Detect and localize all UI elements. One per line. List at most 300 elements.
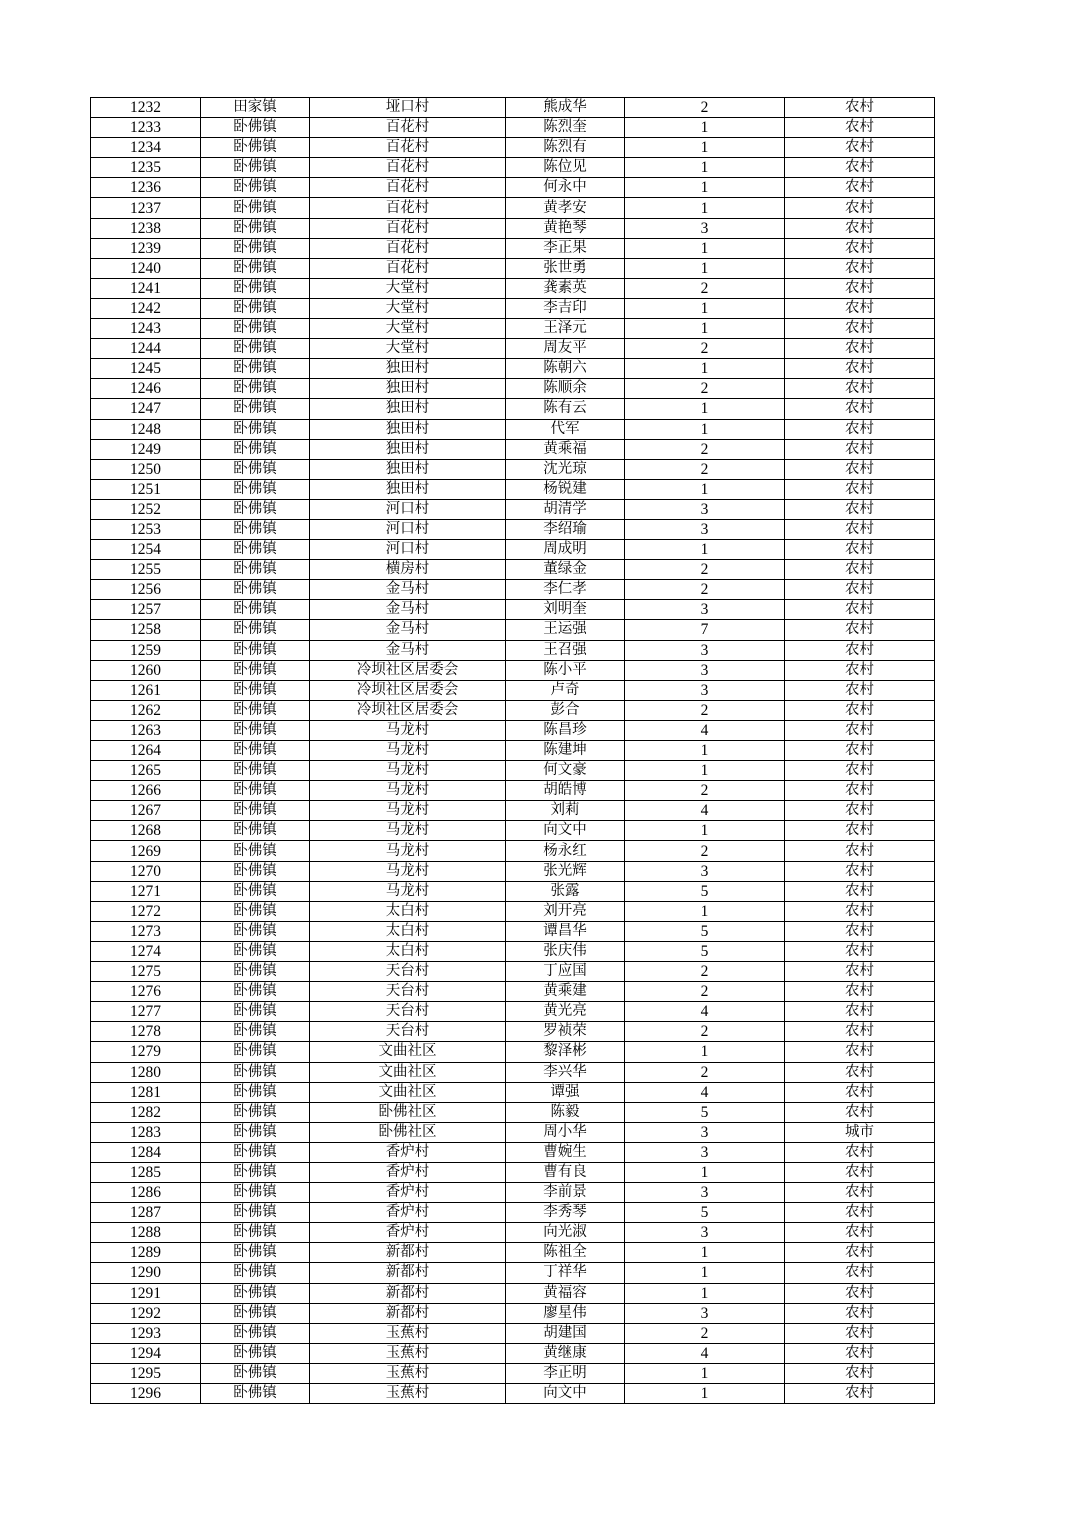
table-row bbox=[91, 158, 935, 178]
count-cell: 3 bbox=[625, 680, 785, 700]
village-cell: 马龙村 bbox=[310, 841, 506, 861]
town-cell: 卧佛镇 bbox=[201, 499, 310, 519]
town-cell: 卧佛镇 bbox=[201, 1042, 310, 1062]
town-cell: 卧佛镇 bbox=[201, 620, 310, 640]
village-cell: 香炉村 bbox=[310, 1183, 506, 1203]
type-cell: 农村 bbox=[785, 258, 935, 278]
row-number-cell: 1258 bbox=[91, 620, 201, 640]
name-cell: 李兴华 bbox=[506, 1062, 625, 1082]
type-cell: 农村 bbox=[785, 660, 935, 680]
count-cell: 2 bbox=[625, 700, 785, 720]
table-row bbox=[91, 841, 935, 861]
name-cell: 李仁孝 bbox=[506, 580, 625, 600]
name-cell: 胡建国 bbox=[506, 1323, 625, 1343]
name-cell: 陈小平 bbox=[506, 660, 625, 680]
table-row bbox=[91, 881, 935, 901]
town-cell: 卧佛镇 bbox=[201, 600, 310, 620]
table-row bbox=[91, 1062, 935, 1082]
row-number-cell: 1271 bbox=[91, 881, 201, 901]
village-cell: 百花村 bbox=[310, 178, 506, 198]
table-body bbox=[91, 98, 935, 1404]
table-row bbox=[91, 1203, 935, 1223]
town-cell: 卧佛镇 bbox=[201, 1363, 310, 1383]
type-cell: 农村 bbox=[785, 982, 935, 1002]
table-row bbox=[91, 1283, 935, 1303]
count-cell: 3 bbox=[625, 218, 785, 238]
row-number-cell: 1244 bbox=[91, 339, 201, 359]
town-cell: 卧佛镇 bbox=[201, 439, 310, 459]
type-cell: 农村 bbox=[785, 1183, 935, 1203]
town-cell: 卧佛镇 bbox=[201, 1122, 310, 1142]
type-cell: 农村 bbox=[785, 941, 935, 961]
table-row bbox=[91, 479, 935, 499]
table-row bbox=[91, 1122, 935, 1142]
type-cell: 农村 bbox=[785, 138, 935, 158]
type-cell: 农村 bbox=[785, 540, 935, 560]
table-row bbox=[91, 98, 935, 118]
table-row bbox=[91, 700, 935, 720]
name-cell: 张世勇 bbox=[506, 258, 625, 278]
village-cell: 冷坝社区居委会 bbox=[310, 700, 506, 720]
village-cell: 马龙村 bbox=[310, 761, 506, 781]
table-row bbox=[91, 962, 935, 982]
village-cell: 百花村 bbox=[310, 158, 506, 178]
table-row bbox=[91, 319, 935, 339]
row-number-cell: 1262 bbox=[91, 700, 201, 720]
village-cell: 天台村 bbox=[310, 1022, 506, 1042]
type-cell: 农村 bbox=[785, 680, 935, 700]
name-cell: 周成明 bbox=[506, 540, 625, 560]
table-row bbox=[91, 499, 935, 519]
count-cell: 1 bbox=[625, 1384, 785, 1404]
type-cell: 农村 bbox=[785, 640, 935, 660]
count-cell: 1 bbox=[625, 1283, 785, 1303]
name-cell: 陈烈有 bbox=[506, 138, 625, 158]
row-number-cell: 1287 bbox=[91, 1203, 201, 1223]
type-cell: 农村 bbox=[785, 218, 935, 238]
town-cell: 卧佛镇 bbox=[201, 1263, 310, 1283]
count-cell: 4 bbox=[625, 1082, 785, 1102]
town-cell: 卧佛镇 bbox=[201, 660, 310, 680]
name-cell: 熊成华 bbox=[506, 98, 625, 118]
table-row bbox=[91, 419, 935, 439]
type-cell: 农村 bbox=[785, 841, 935, 861]
village-cell: 新都村 bbox=[310, 1283, 506, 1303]
town-cell: 卧佛镇 bbox=[201, 680, 310, 700]
table-row bbox=[91, 1102, 935, 1122]
town-cell: 卧佛镇 bbox=[201, 359, 310, 379]
village-cell: 独田村 bbox=[310, 359, 506, 379]
type-cell: 农村 bbox=[785, 459, 935, 479]
table-row bbox=[91, 580, 935, 600]
type-cell: 农村 bbox=[785, 821, 935, 841]
count-cell: 1 bbox=[625, 419, 785, 439]
village-cell: 金马村 bbox=[310, 620, 506, 640]
town-cell: 卧佛镇 bbox=[201, 801, 310, 821]
type-cell: 农村 bbox=[785, 962, 935, 982]
row-number-cell: 1295 bbox=[91, 1363, 201, 1383]
type-cell: 农村 bbox=[785, 1384, 935, 1404]
type-cell: 农村 bbox=[785, 298, 935, 318]
town-cell: 卧佛镇 bbox=[201, 419, 310, 439]
village-cell: 文曲社区 bbox=[310, 1042, 506, 1062]
table-row bbox=[91, 680, 935, 700]
table-row bbox=[91, 640, 935, 660]
village-cell: 香炉村 bbox=[310, 1142, 506, 1162]
village-cell: 大堂村 bbox=[310, 298, 506, 318]
table-row bbox=[91, 1183, 935, 1203]
type-cell: 农村 bbox=[785, 198, 935, 218]
table-row bbox=[91, 1002, 935, 1022]
town-cell: 卧佛镇 bbox=[201, 720, 310, 740]
town-cell: 卧佛镇 bbox=[201, 178, 310, 198]
town-cell: 卧佛镇 bbox=[201, 640, 310, 660]
town-cell: 卧佛镇 bbox=[201, 861, 310, 881]
village-cell: 河口村 bbox=[310, 499, 506, 519]
type-cell: 农村 bbox=[785, 720, 935, 740]
town-cell: 卧佛镇 bbox=[201, 841, 310, 861]
table-row bbox=[91, 198, 935, 218]
name-cell: 黄乘建 bbox=[506, 982, 625, 1002]
type-cell: 农村 bbox=[785, 499, 935, 519]
name-cell: 李绍瑜 bbox=[506, 519, 625, 539]
row-number-cell: 1245 bbox=[91, 359, 201, 379]
town-cell: 卧佛镇 bbox=[201, 1183, 310, 1203]
name-cell: 向文中 bbox=[506, 821, 625, 841]
type-cell: 农村 bbox=[785, 98, 935, 118]
table-row bbox=[91, 861, 935, 881]
village-cell: 玉蕉村 bbox=[310, 1384, 506, 1404]
village-cell: 文曲社区 bbox=[310, 1062, 506, 1082]
village-cell: 马龙村 bbox=[310, 741, 506, 761]
type-cell: 农村 bbox=[785, 1002, 935, 1022]
table-row bbox=[91, 138, 935, 158]
count-cell: 1 bbox=[625, 1042, 785, 1062]
table-row bbox=[91, 941, 935, 961]
village-cell: 金马村 bbox=[310, 640, 506, 660]
town-cell: 卧佛镇 bbox=[201, 901, 310, 921]
town-cell: 卧佛镇 bbox=[201, 1203, 310, 1223]
name-cell: 曹有良 bbox=[506, 1162, 625, 1182]
type-cell: 农村 bbox=[785, 1142, 935, 1162]
count-cell: 1 bbox=[625, 1243, 785, 1263]
count-cell: 1 bbox=[625, 399, 785, 419]
town-cell: 卧佛镇 bbox=[201, 560, 310, 580]
type-cell: 农村 bbox=[785, 339, 935, 359]
row-number-cell: 1238 bbox=[91, 218, 201, 238]
row-number-cell: 1290 bbox=[91, 1263, 201, 1283]
town-cell: 卧佛镇 bbox=[201, 1102, 310, 1122]
town-cell: 卧佛镇 bbox=[201, 1323, 310, 1343]
town-cell: 卧佛镇 bbox=[201, 379, 310, 399]
town-cell: 卧佛镇 bbox=[201, 700, 310, 720]
count-cell: 5 bbox=[625, 1102, 785, 1122]
town-cell: 卧佛镇 bbox=[201, 982, 310, 1002]
data-table bbox=[90, 97, 935, 1404]
row-number-cell: 1275 bbox=[91, 962, 201, 982]
village-cell: 天台村 bbox=[310, 1002, 506, 1022]
count-cell: 3 bbox=[625, 861, 785, 881]
type-cell: 农村 bbox=[785, 1162, 935, 1182]
count-cell: 1 bbox=[625, 238, 785, 258]
type-cell: 农村 bbox=[785, 1082, 935, 1102]
type-cell: 农村 bbox=[785, 1022, 935, 1042]
count-cell: 2 bbox=[625, 339, 785, 359]
count-cell: 1 bbox=[625, 198, 785, 218]
name-cell: 胡皓博 bbox=[506, 781, 625, 801]
count-cell: 3 bbox=[625, 660, 785, 680]
town-cell: 卧佛镇 bbox=[201, 540, 310, 560]
name-cell: 周友平 bbox=[506, 339, 625, 359]
name-cell: 卢奇 bbox=[506, 680, 625, 700]
town-cell: 卧佛镇 bbox=[201, 1303, 310, 1323]
town-cell: 卧佛镇 bbox=[201, 399, 310, 419]
table-row bbox=[91, 1042, 935, 1062]
type-cell: 农村 bbox=[785, 359, 935, 379]
village-cell: 独田村 bbox=[310, 479, 506, 499]
row-number-cell: 1286 bbox=[91, 1183, 201, 1203]
type-cell: 农村 bbox=[785, 1343, 935, 1363]
type-cell: 农村 bbox=[785, 278, 935, 298]
town-cell: 卧佛镇 bbox=[201, 258, 310, 278]
type-cell: 农村 bbox=[785, 1303, 935, 1323]
town-cell: 卧佛镇 bbox=[201, 1343, 310, 1363]
row-number-cell: 1243 bbox=[91, 319, 201, 339]
row-number-cell: 1277 bbox=[91, 1002, 201, 1022]
town-cell: 卧佛镇 bbox=[201, 1283, 310, 1303]
name-cell: 谭强 bbox=[506, 1082, 625, 1102]
table-row bbox=[91, 298, 935, 318]
row-number-cell: 1269 bbox=[91, 841, 201, 861]
village-cell: 马龙村 bbox=[310, 801, 506, 821]
row-number-cell: 1270 bbox=[91, 861, 201, 881]
count-cell: 2 bbox=[625, 962, 785, 982]
village-cell: 太白村 bbox=[310, 901, 506, 921]
table-row bbox=[91, 218, 935, 238]
name-cell: 杨永红 bbox=[506, 841, 625, 861]
name-cell: 王召强 bbox=[506, 640, 625, 660]
name-cell: 沈光琼 bbox=[506, 459, 625, 479]
table-row bbox=[91, 921, 935, 941]
village-cell: 文曲社区 bbox=[310, 1082, 506, 1102]
name-cell: 何永中 bbox=[506, 178, 625, 198]
village-cell: 天台村 bbox=[310, 982, 506, 1002]
town-cell: 卧佛镇 bbox=[201, 118, 310, 138]
count-cell: 2 bbox=[625, 580, 785, 600]
name-cell: 李吉印 bbox=[506, 298, 625, 318]
row-number-cell: 1296 bbox=[91, 1384, 201, 1404]
table-row bbox=[91, 660, 935, 680]
name-cell: 李前景 bbox=[506, 1183, 625, 1203]
count-cell: 2 bbox=[625, 982, 785, 1002]
table-row bbox=[91, 901, 935, 921]
name-cell: 王运强 bbox=[506, 620, 625, 640]
count-cell: 7 bbox=[625, 620, 785, 640]
row-number-cell: 1268 bbox=[91, 821, 201, 841]
town-cell: 卧佛镇 bbox=[201, 761, 310, 781]
village-cell: 百花村 bbox=[310, 118, 506, 138]
village-cell: 大堂村 bbox=[310, 319, 506, 339]
count-cell: 4 bbox=[625, 1002, 785, 1022]
town-cell: 卧佛镇 bbox=[201, 1062, 310, 1082]
table-row bbox=[91, 761, 935, 781]
type-cell: 农村 bbox=[785, 379, 935, 399]
row-number-cell: 1272 bbox=[91, 901, 201, 921]
row-number-cell: 1255 bbox=[91, 560, 201, 580]
village-cell: 太白村 bbox=[310, 921, 506, 941]
table-row bbox=[91, 1384, 935, 1404]
town-cell: 卧佛镇 bbox=[201, 319, 310, 339]
village-cell: 马龙村 bbox=[310, 861, 506, 881]
type-cell: 农村 bbox=[785, 479, 935, 499]
table-row bbox=[91, 379, 935, 399]
town-cell: 卧佛镇 bbox=[201, 298, 310, 318]
village-cell: 冷坝社区居委会 bbox=[310, 660, 506, 680]
count-cell: 2 bbox=[625, 841, 785, 861]
row-number-cell: 1281 bbox=[91, 1082, 201, 1102]
type-cell: 农村 bbox=[785, 178, 935, 198]
name-cell: 丁祥华 bbox=[506, 1263, 625, 1283]
type-cell: 农村 bbox=[785, 158, 935, 178]
row-number-cell: 1232 bbox=[91, 98, 201, 118]
village-cell: 独田村 bbox=[310, 459, 506, 479]
name-cell: 张露 bbox=[506, 881, 625, 901]
name-cell: 黄孝安 bbox=[506, 198, 625, 218]
count-cell: 1 bbox=[625, 158, 785, 178]
town-cell: 卧佛镇 bbox=[201, 921, 310, 941]
name-cell: 李正果 bbox=[506, 238, 625, 258]
village-cell: 河口村 bbox=[310, 540, 506, 560]
row-number-cell: 1282 bbox=[91, 1102, 201, 1122]
name-cell: 向光淑 bbox=[506, 1223, 625, 1243]
count-cell: 1 bbox=[625, 901, 785, 921]
village-cell: 新都村 bbox=[310, 1263, 506, 1283]
count-cell: 5 bbox=[625, 941, 785, 961]
table-row bbox=[91, 1263, 935, 1283]
village-cell: 玉蕉村 bbox=[310, 1323, 506, 1343]
row-number-cell: 1274 bbox=[91, 941, 201, 961]
count-cell: 5 bbox=[625, 921, 785, 941]
count-cell: 1 bbox=[625, 1162, 785, 1182]
table-row bbox=[91, 1223, 935, 1243]
row-number-cell: 1246 bbox=[91, 379, 201, 399]
table-row bbox=[91, 399, 935, 419]
name-cell: 董绿金 bbox=[506, 560, 625, 580]
type-cell: 农村 bbox=[785, 439, 935, 459]
row-number-cell: 1257 bbox=[91, 600, 201, 620]
row-number-cell: 1240 bbox=[91, 258, 201, 278]
count-cell: 4 bbox=[625, 720, 785, 740]
type-cell: 农村 bbox=[785, 1263, 935, 1283]
name-cell: 陈烈奎 bbox=[506, 118, 625, 138]
name-cell: 陈昌珍 bbox=[506, 720, 625, 740]
count-cell: 5 bbox=[625, 881, 785, 901]
type-cell: 农村 bbox=[785, 419, 935, 439]
village-cell: 独田村 bbox=[310, 419, 506, 439]
type-cell: 农村 bbox=[785, 901, 935, 921]
row-number-cell: 1267 bbox=[91, 801, 201, 821]
row-number-cell: 1261 bbox=[91, 680, 201, 700]
table-row bbox=[91, 720, 935, 740]
village-cell: 大堂村 bbox=[310, 278, 506, 298]
name-cell: 张光辉 bbox=[506, 861, 625, 881]
town-cell: 卧佛镇 bbox=[201, 781, 310, 801]
table-row bbox=[91, 821, 935, 841]
row-number-cell: 1276 bbox=[91, 982, 201, 1002]
town-cell: 卧佛镇 bbox=[201, 1082, 310, 1102]
village-cell: 百花村 bbox=[310, 238, 506, 258]
town-cell: 卧佛镇 bbox=[201, 479, 310, 499]
type-cell: 农村 bbox=[785, 881, 935, 901]
town-cell: 卧佛镇 bbox=[201, 1243, 310, 1263]
name-cell: 张庆伟 bbox=[506, 941, 625, 961]
village-cell: 河口村 bbox=[310, 519, 506, 539]
row-number-cell: 1235 bbox=[91, 158, 201, 178]
village-cell: 横房村 bbox=[310, 560, 506, 580]
table-row bbox=[91, 258, 935, 278]
count-cell: 1 bbox=[625, 1363, 785, 1383]
name-cell: 彭合 bbox=[506, 700, 625, 720]
village-cell: 太白村 bbox=[310, 941, 506, 961]
type-cell: 农村 bbox=[785, 1283, 935, 1303]
row-number-cell: 1278 bbox=[91, 1022, 201, 1042]
row-number-cell: 1283 bbox=[91, 1122, 201, 1142]
town-cell: 卧佛镇 bbox=[201, 1162, 310, 1182]
name-cell: 李秀琴 bbox=[506, 1203, 625, 1223]
name-cell: 代军 bbox=[506, 419, 625, 439]
village-cell: 垭口村 bbox=[310, 98, 506, 118]
type-cell: 农村 bbox=[785, 1042, 935, 1062]
count-cell: 2 bbox=[625, 278, 785, 298]
type-cell: 农村 bbox=[785, 118, 935, 138]
count-cell: 2 bbox=[625, 459, 785, 479]
count-cell: 3 bbox=[625, 600, 785, 620]
town-cell: 卧佛镇 bbox=[201, 741, 310, 761]
village-cell: 金马村 bbox=[310, 580, 506, 600]
type-cell: 农村 bbox=[785, 560, 935, 580]
village-cell: 大堂村 bbox=[310, 339, 506, 359]
village-cell: 独田村 bbox=[310, 379, 506, 399]
row-number-cell: 1293 bbox=[91, 1323, 201, 1343]
table-row bbox=[91, 118, 935, 138]
village-cell: 马龙村 bbox=[310, 781, 506, 801]
type-cell: 农村 bbox=[785, 580, 935, 600]
count-cell: 4 bbox=[625, 801, 785, 821]
village-cell: 独田村 bbox=[310, 399, 506, 419]
type-cell: 农村 bbox=[785, 600, 935, 620]
table-row bbox=[91, 339, 935, 359]
name-cell: 何文豪 bbox=[506, 761, 625, 781]
row-number-cell: 1266 bbox=[91, 781, 201, 801]
row-number-cell: 1248 bbox=[91, 419, 201, 439]
row-number-cell: 1249 bbox=[91, 439, 201, 459]
name-cell: 刘开亮 bbox=[506, 901, 625, 921]
name-cell: 陈毅 bbox=[506, 1102, 625, 1122]
count-cell: 4 bbox=[625, 1343, 785, 1363]
village-cell: 马龙村 bbox=[310, 821, 506, 841]
town-cell: 卧佛镇 bbox=[201, 278, 310, 298]
count-cell: 2 bbox=[625, 1062, 785, 1082]
name-cell: 陈建坤 bbox=[506, 741, 625, 761]
count-cell: 3 bbox=[625, 1303, 785, 1323]
type-cell: 农村 bbox=[785, 1062, 935, 1082]
type-cell: 农村 bbox=[785, 861, 935, 881]
name-cell: 陈位见 bbox=[506, 158, 625, 178]
name-cell: 黄福容 bbox=[506, 1283, 625, 1303]
table-row bbox=[91, 359, 935, 379]
count-cell: 1 bbox=[625, 138, 785, 158]
count-cell: 1 bbox=[625, 319, 785, 339]
